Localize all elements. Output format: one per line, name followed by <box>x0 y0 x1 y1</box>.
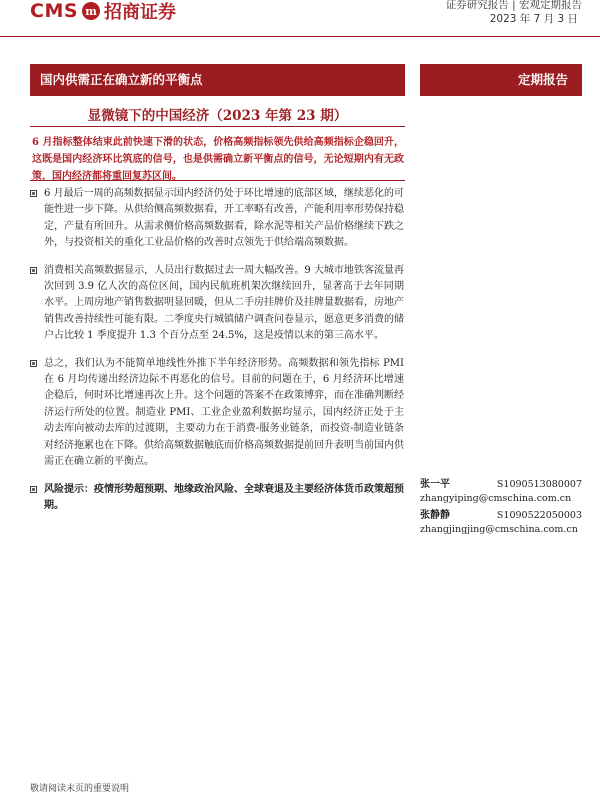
risk-text: 风险提示：疫情形势超预期、地缘政治风险、全球衰退及主要经济体货币政策超预期。 <box>44 483 404 511</box>
analyst-license-id: S1090522050003 <box>496 510 582 521</box>
report-type: 证券研究报告 | 宏观定期报告 <box>445 0 582 11</box>
page-header <box>0 0 600 37</box>
report-title: 显微镜下的中国经济（2023 年第 23 期） <box>87 108 348 124</box>
report-category-banner: 定期报告 <box>420 64 582 96</box>
analyst-name: 张一平 <box>420 479 450 490</box>
summary-divider <box>30 180 405 181</box>
analyst <box>420 509 582 537</box>
title-divider <box>30 126 405 127</box>
summary-paragraph: 6 月指标整体结束此前快速下滑的状态，价格高频指标领先供给高频指标企稳回升，这既是国内经济环比筑底的信号，也是供需确立新平衡点的信号，无论短期内有无政策，国内经济都将重回复苏区间。 <box>32 137 404 182</box>
analyst-license-id: S1090513080007 <box>496 479 582 490</box>
analyst <box>420 478 582 506</box>
logo-emblem-icon: m <box>82 2 100 20</box>
analyst-name: 张静静 <box>420 510 450 521</box>
bullet-item <box>30 263 404 345</box>
bullet-text: 总之，我们认为不能简单地线性外推下半年经济形势。高频数据和领先指标 PMI 在 6 月均传递出经济边际不再恶化的信号。目前的问题在于，6 月经济环比增速企稳后，何时环比增速再次上升。这个问题的答案不在政策博弈，而在准确判断经济运行所处的位置。制造业 PMI、工业企业盈利数据均显示，国内经济正处于主动去库向被动去库的过渡期，主要动力在于消费-服务业链条，而投资-制造业链条对经济拖累也在下降。供给高频数据触底而价格高频数据提前回升表明当前国内供需正在确立新的平衡点。 <box>44 357 404 468</box>
analyst-list <box>420 478 582 540</box>
bullet-item <box>30 356 404 471</box>
footer-note: 敬请阅读末页的重要说明 <box>30 784 130 794</box>
bullet-square-icon <box>30 190 37 197</box>
report-date: 2023 年 7 月 3 日 <box>489 13 578 25</box>
analyst-email[interactable]: zhangyiping@cmschina.com.cn <box>420 493 572 504</box>
bullet-square-icon <box>30 486 37 493</box>
bullet-text: 消费相关高频数据显示，人员出行数据过去一周大幅改善。9 大城市地铁客流量再次回到 3.9 亿人次的高位区间，国内民航班机架次继续回升，显著高于去年同期水平。上周房地产销售数据明显回暖，但从二手房挂牌价及挂牌量数据看，房地产销售改善持续性可能有限。二季度央行城镇储户调查问卷显示，愿意更多消费的储户占比较 1 季度提升 1.3 个百分点至 24.5%，这是疫情以来的第三高水平。 <box>44 264 404 342</box>
key-points <box>30 186 404 525</box>
bullet-item <box>30 186 404 252</box>
analyst-email[interactable]: zhangjingjing@cmschina.com.cn <box>420 524 578 535</box>
company-logo <box>30 0 176 22</box>
risk-warning <box>30 482 404 515</box>
topic-banner: 国内供需正在确立新的平衡点 <box>30 64 405 96</box>
logo-latin: CMS <box>30 0 79 22</box>
logo-chinese: 招商证券 <box>104 2 177 23</box>
bullet-text: 6 月最后一周的高频数据显示国内经济仍处于环比增速的底部区域，继续恶化的可能性进一步下降。从供给侧高频数据看，开工率略有改善，产能利用率形势保持稳定，产量有所回升。从需求侧价格高频数据看，除水泥等相关产品价格继续下跌之外，与投资相关的重化工业品价格的改善时点领先于供给端高频数据。 <box>44 188 404 249</box>
bullet-square-icon <box>30 360 37 367</box>
bullet-square-icon <box>30 267 37 274</box>
